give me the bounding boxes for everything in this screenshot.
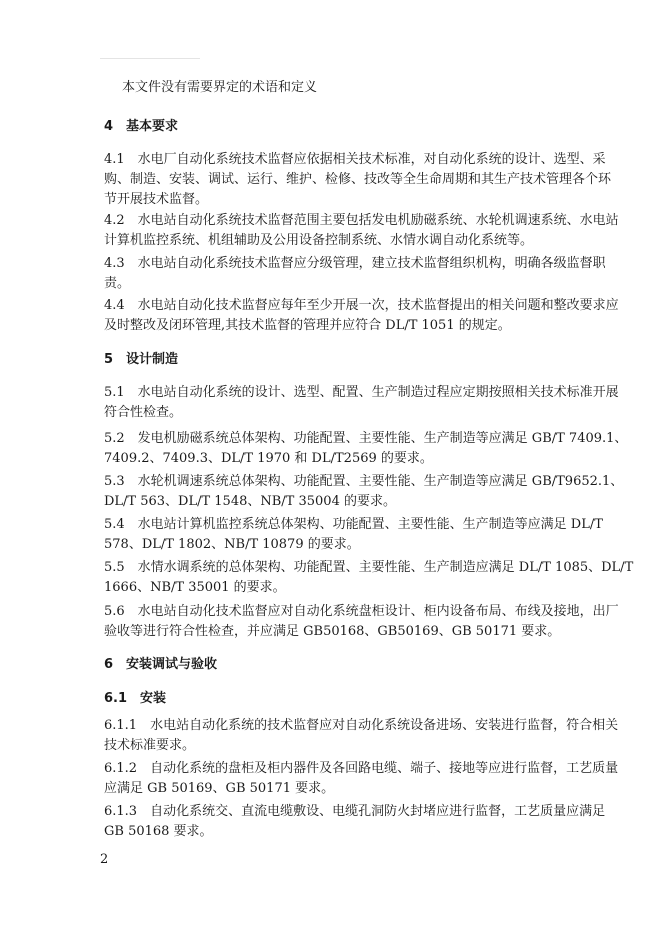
paragraph-line: 1666、NB/T 35001 的要求。 [104,580,286,595]
paragraph-line: 4.3 水电站自动化系统技术监督应分级管理，建立技术监督组织机构，明确各级监督职 [104,256,606,271]
paragraph-line: DL/T 563、DL/T 1548、NB/T 35004 的要求。 [104,494,396,509]
paragraph-5-5 [104,558,634,598]
intro-text: 本文件没有需要界定的术语和定义 [122,80,318,95]
page-number: 2 [100,852,109,867]
paragraph-line: 5.1 水电站自动化系统的设计、选型、配置、生产制造过程应定期按照相关技术标准开展 [104,385,619,400]
paragraph-5-3 [104,472,624,512]
paragraph-5-2 [104,429,628,469]
paragraph-4-2 [104,211,619,251]
paragraph-line: 验收等进行符合性检查，并应满足 GB50168、GB50169、GB 50171 要求。 [104,624,561,639]
paragraph-5-4 [104,515,603,555]
paragraph-line: GB 50168 要求。 [104,824,213,839]
paragraph-line: 技术标准要求。 [104,738,196,753]
paragraph-6-1-2 [104,759,619,799]
section-4-heading: 4 基本要求 [104,119,179,134]
paragraph-line: 5.3 水轮机调速系统总体架构、功能配置、主要性能、生产制造等应满足 GB/T9652.1、 [104,474,624,489]
paragraph-line: 及时整改及闭环管理,其技术监督的管理并应符合 DL/T 1051 的规定。 [104,318,511,333]
paragraph-5-1 [104,383,619,423]
section-5-heading: 5 设计制造 [104,352,179,367]
paragraph-line: 符合性检查。 [104,405,183,420]
paragraph-line: 节开展技术监督。 [104,192,209,207]
paragraph-line: 5.6 水电站自动化技术监督应对自动化系统盘柜设计、柜内设备布局、布线及接地，出厂 [104,604,619,619]
paragraph-line: 4.2 水电站自动化系统技术监督范围主要包括发电机励磁系统、水轮机调速系统、水电站 [104,213,619,228]
paragraph-6-1-1 [104,716,619,756]
paragraph-4-1 [104,150,612,210]
section-6-heading: 6 安装调试与验收 [104,657,218,672]
paragraph-5-6 [104,602,619,642]
paragraph-6-1-3 [104,802,606,842]
paragraph-line: 5.2 发电机励磁系统总体架构、功能配置、主要性能、生产制造等应满足 GB/T 7409.1、 [104,431,628,446]
paragraph-line: 6.1.2 自动化系统的盘柜及柜内器件及各回路电缆、端子、接地等应进行监督，工艺质量 [104,761,619,776]
paragraph-line: 6.1.3 自动化系统交、直流电缆敷设、电缆孔洞防火封堵应进行监督，工艺质量应满足 [104,804,606,819]
paragraph-line: 4.1 水电厂自动化系统技术监督应依据相关技术标准，对自动化系统的设计、选型、采 [104,152,606,167]
paragraph-line: 5.5 水情水调系统的总体架构、功能配置、主要性能、生产制造应满足 DL/T 1085、DL/T [104,560,634,575]
header-rule [100,58,200,59]
paragraph-line: 计算机监控系统、机组辅助及公用设备控制系统、水情水调自动化系统等。 [104,233,534,248]
paragraph-line: 4.4 水电站自动化技术监督应每年至少开展一次，技术监督提出的相关问题和整改要求应 [104,298,619,313]
paragraph-line: 购、制造、安装、调试、运行、维护、检修、技改等全生命周期和其生产技术管理各个环 [104,172,612,187]
paragraph-line: 7409.2、7409.3、DL/T 1970 和 DL/T2569 的要求。 [104,451,433,466]
paragraph-4-4 [104,296,619,336]
paragraph-line: 应满足 GB 50169、GB 50171 要求。 [104,781,335,796]
paragraph-4-3 [104,254,606,294]
paragraph-line: 578、DL/T 1802、NB/T 10879 的要求。 [104,537,360,552]
subsection-6-1-heading: 6.1 安装 [104,691,167,706]
paragraph-line: 责。 [104,276,131,291]
paragraph-line: 5.4 水电站计算机监控系统总体架构、功能配置、主要性能、生产制造等应满足 DL/T [104,517,603,532]
paragraph-line: 6.1.1 水电站自动化系统的技术监督应对自动化系统设备进场、安装进行监督，符合相关 [104,718,619,733]
